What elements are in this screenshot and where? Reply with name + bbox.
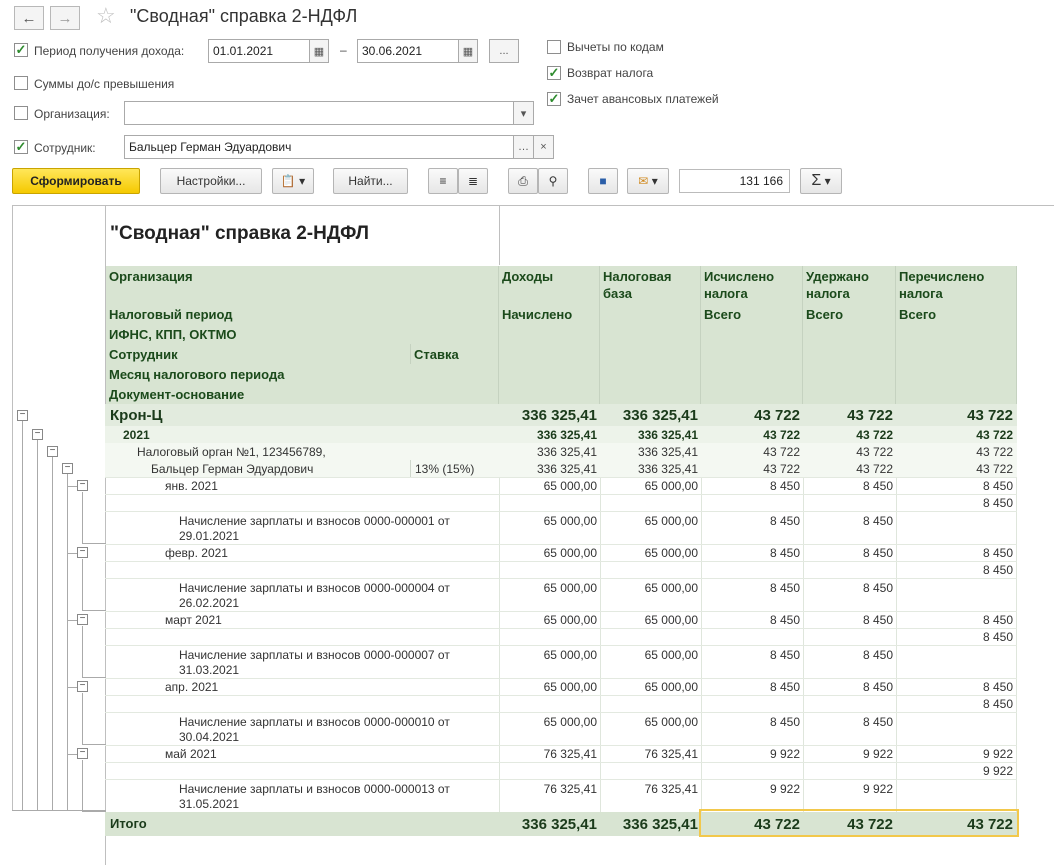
- row-separator: [105, 762, 1017, 763]
- tree-line: [82, 559, 83, 611]
- header-income: [499, 266, 600, 404]
- expand-all-button[interactable]: [458, 168, 488, 194]
- period-label: Период получения дохода:: [34, 44, 185, 58]
- employee-input[interactable]: Бальцер Герман Эдуардович: [124, 135, 514, 159]
- ifns-base: 336 325,41: [637, 445, 698, 459]
- doc-value: 65 000,00: [644, 581, 698, 595]
- org-dropdown-button[interactable]: [513, 101, 534, 125]
- collapse-month-toggle[interactable]: −: [77, 748, 88, 759]
- month-withheld: 8 450: [862, 680, 893, 694]
- sum-mode-button[interactable]: [800, 168, 842, 194]
- row-separator: [105, 511, 1017, 512]
- magnifier-icon: ⚲: [548, 174, 558, 188]
- tree-line: [82, 760, 83, 812]
- tree-branch: [82, 610, 106, 611]
- org-input[interactable]: [124, 101, 514, 125]
- row-separator: [105, 561, 1017, 562]
- row-separator: [105, 477, 1017, 478]
- header-accrued: Начислено: [502, 307, 573, 322]
- chevron-down-icon: ▾: [651, 174, 658, 188]
- close-icon: ×: [540, 141, 547, 153]
- doc-value: 65 000,00: [644, 514, 698, 528]
- month-transferred: 8 450: [982, 613, 1013, 627]
- month-transferred: 9 922: [982, 747, 1013, 761]
- month-transferred: 8 450: [982, 479, 1013, 493]
- doc-value: 65 000,00: [543, 715, 597, 729]
- month-transferred-2: 8 450: [982, 697, 1013, 711]
- back-button[interactable]: [14, 6, 44, 30]
- collapse-month-toggle[interactable]: −: [77, 681, 88, 692]
- row-separator: [105, 628, 1017, 629]
- month-transferred-2: 8 450: [982, 563, 1013, 577]
- tree-line: [82, 693, 83, 745]
- row-separator: [105, 712, 1017, 713]
- month-income: 65 000,00: [543, 613, 597, 627]
- header-withheld: [803, 266, 896, 404]
- collapse-year-toggle[interactable]: −: [32, 429, 43, 440]
- month-transferred-2: 8 450: [982, 496, 1013, 510]
- doc-value: 76 325,41: [644, 782, 698, 796]
- collapse-ifns-toggle[interactable]: −: [47, 446, 58, 457]
- floppy-disk-icon: ■: [599, 174, 607, 188]
- period-checkbox[interactable]: ✓: [15, 42, 27, 57]
- total-calc: 43 722: [754, 816, 800, 833]
- month-transferred: 8 450: [982, 546, 1013, 560]
- header-transferred: [896, 266, 1017, 404]
- doc-value: 8 450: [862, 715, 893, 729]
- month-base: 76 325,41: [644, 747, 698, 761]
- header-ifns: ИФНС, КПП, ОКТМО: [106, 324, 499, 344]
- find-button[interactable]: Найти...: [333, 168, 408, 194]
- tree-line: [22, 416, 23, 811]
- email-button[interactable]: [627, 168, 669, 194]
- tree-branch: [67, 687, 77, 688]
- deductions-checkbox[interactable]: [547, 40, 561, 54]
- tree-line: [67, 469, 68, 811]
- month-name: апр. 2021: [165, 680, 219, 694]
- chevron-down-icon: ▾: [299, 174, 306, 188]
- row-separator: [105, 678, 1017, 679]
- header-org: Организация: [106, 266, 499, 304]
- month-income: 65 000,00: [543, 479, 597, 493]
- month-income: 76 325,41: [543, 747, 597, 761]
- employee-withheld: 43 722: [856, 462, 893, 476]
- header-employee: Сотрудник: [106, 344, 411, 364]
- month-base: 65 000,00: [644, 546, 698, 560]
- doc-value: 8 450: [862, 648, 893, 662]
- calendar-icon: ▦: [462, 45, 474, 58]
- ifns-income: 336 325,41: [536, 445, 597, 459]
- header-period: Налоговый период: [106, 304, 499, 324]
- month-name: янв. 2021: [165, 479, 218, 493]
- doc-value: 9 922: [769, 782, 800, 796]
- org-calc: 43 722: [754, 407, 800, 424]
- org-transferred: 43 722: [967, 407, 1013, 424]
- header-transferred-total: Всего: [899, 307, 937, 322]
- doc-value: 9 922: [862, 782, 893, 796]
- header-calc-title: Исчислено налога: [704, 269, 775, 301]
- header-withheld-title: Удержано налога: [806, 269, 869, 301]
- row-separator: [105, 611, 1017, 612]
- month-name: март 2021: [165, 613, 222, 627]
- month-base: 65 000,00: [644, 680, 698, 694]
- employee-calc: 43 722: [763, 462, 800, 476]
- row-separator: [105, 645, 1017, 646]
- favorite-star-icon[interactable]: ☆: [96, 3, 116, 28]
- tree-line: [37, 435, 38, 811]
- tree-branch: [82, 677, 106, 678]
- chevron-down-icon: ▾: [520, 107, 527, 120]
- advance-label: Зачет авансовых платежей: [567, 92, 719, 106]
- title-cell-border: [499, 205, 500, 265]
- row-separator: [105, 544, 1017, 545]
- sums-checkbox[interactable]: [14, 76, 28, 90]
- doc-line-2: 31.03.2021: [179, 663, 240, 677]
- tree-branch: [67, 486, 77, 487]
- ifns-calc: 43 722: [763, 445, 800, 459]
- ifns-name: Налоговый орган №1, 123456789,: [137, 445, 326, 459]
- header-income-title: Доходы: [502, 269, 554, 284]
- tree-branch: [67, 754, 77, 755]
- employee-name: Бальцер Герман Эдуардович: [151, 462, 314, 476]
- doc-line-2: 26.02.2021: [179, 596, 240, 610]
- window-title: "Сводная" справка 2-НДФЛ: [130, 6, 358, 26]
- ifns-withheld: 43 722: [856, 445, 893, 459]
- month-base: 65 000,00: [644, 613, 698, 627]
- tree-branch: [67, 620, 77, 621]
- collapse-month-toggle[interactable]: −: [77, 614, 88, 625]
- total-base: 336 325,41: [622, 816, 698, 833]
- expand-icon: ≣: [467, 174, 479, 188]
- total-name: Итого: [110, 816, 147, 831]
- month-transferred: 8 450: [982, 680, 1013, 694]
- collapse-month-toggle[interactable]: −: [77, 547, 88, 558]
- tree-branch: [67, 553, 77, 554]
- collapse-org-toggle[interactable]: −: [17, 410, 28, 421]
- month-name: май 2021: [165, 747, 217, 761]
- report-left-border: [12, 205, 13, 810]
- doc-value: 8 450: [769, 648, 800, 662]
- doc-line-1: Начисление зарплаты и взносов 0000-000007 от: [179, 648, 450, 662]
- doc-value: 8 450: [862, 581, 893, 595]
- doc-line-1: Начисление зарплаты и взносов 0000-000013 от: [179, 782, 450, 796]
- month-withheld: 8 450: [862, 613, 893, 627]
- month-income: 65 000,00: [543, 546, 597, 560]
- tree-line: [82, 492, 83, 544]
- employee-clear-button[interactable]: [533, 135, 554, 159]
- employee-income: 336 325,41: [536, 462, 597, 476]
- month-calc: 8 450: [769, 613, 800, 627]
- sigma-icon: Σ: [811, 172, 822, 189]
- arrow-left-icon: ←: [21, 9, 37, 27]
- refund-checkbox[interactable]: ✓: [548, 65, 560, 80]
- collapse-month-toggle[interactable]: −: [77, 480, 88, 491]
- arrow-right-icon: →: [57, 9, 73, 27]
- clipboard-icon: 📋: [280, 174, 296, 188]
- report-area: [0, 200, 1054, 865]
- employee-select-button[interactable]: …: [513, 135, 534, 159]
- month-calc: 8 450: [769, 680, 800, 694]
- org-name: Крон-Ц: [110, 407, 163, 424]
- period-dash: –: [340, 43, 347, 57]
- chevron-down-icon: ▾: [824, 174, 831, 188]
- doc-line-1: Начисление зарплаты и взносов 0000-000004 от: [179, 581, 450, 595]
- preview-button[interactable]: [538, 168, 568, 194]
- doc-line-2: 30.04.2021: [179, 730, 240, 744]
- header-calc-total: Всего: [704, 307, 742, 322]
- header-doc: Документ-основание: [106, 384, 499, 404]
- variants-button[interactable]: [272, 168, 314, 194]
- period-to-input[interactable]: 30.06.2021: [357, 39, 459, 63]
- month-base: 65 000,00: [644, 479, 698, 493]
- advance-checkbox[interactable]: ✓: [548, 91, 560, 106]
- year-income: 336 325,41: [536, 428, 597, 442]
- print-button[interactable]: [508, 168, 538, 194]
- total-income: 336 325,41: [521, 816, 597, 833]
- row-separator: [105, 779, 1017, 780]
- doc-line-1: Начисление зарплаты и взносов 0000-000010 от: [179, 715, 450, 729]
- total-transferred: 43 722: [967, 816, 1013, 833]
- employee-transferred: 43 722: [976, 462, 1013, 476]
- report-title: "Сводная" справка 2-НДФЛ: [110, 223, 369, 244]
- printer-icon: ⎙: [518, 173, 528, 188]
- calendar-icon: ▦: [313, 45, 325, 58]
- month-transferred-2: 9 922: [982, 764, 1013, 778]
- sum-value-field: 131 166: [679, 169, 790, 193]
- month-calc: 9 922: [769, 747, 800, 761]
- header-transferred-title: Перечислено налога: [899, 269, 985, 301]
- doc-value: 8 450: [862, 514, 893, 528]
- row-separator: [105, 494, 1017, 495]
- doc-value: 8 450: [769, 581, 800, 595]
- doc-value: 65 000,00: [644, 648, 698, 662]
- row-separator: [105, 745, 1017, 746]
- doc-value: 8 450: [769, 514, 800, 528]
- org-label: Организация:: [34, 107, 110, 121]
- doc-value: 65 000,00: [543, 648, 597, 662]
- doc-value: 76 325,41: [543, 782, 597, 796]
- calendar-from-button[interactable]: [309, 39, 329, 63]
- refund-label: Возврат налога: [567, 66, 654, 80]
- header-month: Месяц налогового периода: [106, 364, 499, 384]
- header-rate: Ставка: [411, 344, 499, 364]
- month-withheld: 8 450: [862, 546, 893, 560]
- year-calc: 43 722: [763, 428, 800, 442]
- doc-line-2: 31.05.2021: [179, 797, 240, 811]
- org-withheld: 43 722: [847, 407, 893, 424]
- month-income: 65 000,00: [543, 680, 597, 694]
- forward-button[interactable]: [50, 6, 80, 30]
- tree-line: [52, 452, 53, 811]
- year-withheld: 43 722: [856, 428, 893, 442]
- month-name: февр. 2021: [165, 546, 228, 560]
- tree-line: [82, 626, 83, 678]
- month-calc: 8 450: [769, 479, 800, 493]
- employee-rate: 13% (15%): [415, 462, 475, 476]
- save-button[interactable]: [588, 168, 618, 194]
- employee-label: Сотрудник:: [34, 141, 96, 155]
- row-separator: [105, 578, 1017, 579]
- sums-label: Суммы до/с превышения: [34, 77, 175, 91]
- month-transferred-2: 8 450: [982, 630, 1013, 644]
- tree-branch: [82, 744, 106, 745]
- doc-line-1: Начисление зарплаты и взносов 0000-000001 от: [179, 514, 450, 528]
- org-base: 336 325,41: [622, 407, 698, 424]
- year-name: 2021: [123, 428, 150, 442]
- doc-line-2: 29.01.2021: [179, 529, 240, 543]
- envelope-icon: ✉: [638, 174, 649, 188]
- month-calc: 8 450: [769, 546, 800, 560]
- header-calc: [701, 266, 803, 404]
- row-separator: [105, 695, 1017, 696]
- ifns-transferred: 43 722: [976, 445, 1013, 459]
- total-withheld: 43 722: [847, 816, 893, 833]
- employee-base: 336 325,41: [637, 462, 698, 476]
- header-base: Налоговая база: [600, 266, 701, 404]
- tree-branch: [82, 811, 106, 812]
- doc-value: 8 450: [769, 715, 800, 729]
- tree-branch: [82, 543, 106, 544]
- org-checkbox[interactable]: [14, 106, 28, 120]
- employee-checkbox[interactable]: ✓: [15, 139, 27, 154]
- collapse-employee-toggle[interactable]: −: [62, 463, 73, 474]
- collapse-all-button[interactable]: [428, 168, 458, 194]
- month-withheld: 9 922: [862, 747, 893, 761]
- rate-sep: [410, 460, 411, 477]
- settings-button[interactable]: Настройки...: [160, 168, 262, 194]
- year-transferred: 43 722: [976, 428, 1013, 442]
- period-select-button[interactable]: ...: [489, 39, 519, 63]
- generate-button[interactable]: Сформировать: [12, 168, 140, 194]
- header-withheld-total: Всего: [806, 307, 844, 322]
- org-income: 336 325,41: [521, 407, 597, 424]
- month-withheld: 8 450: [862, 479, 893, 493]
- period-from-input[interactable]: 01.01.2021: [208, 39, 310, 63]
- doc-value: 65 000,00: [543, 514, 597, 528]
- report-top-border: [12, 205, 1054, 206]
- doc-value: 65 000,00: [644, 715, 698, 729]
- collapse-icon: ≡: [439, 174, 447, 188]
- doc-value: 65 000,00: [543, 581, 597, 595]
- calendar-to-button[interactable]: [458, 39, 478, 63]
- year-base: 336 325,41: [637, 428, 698, 442]
- deductions-label: Вычеты по кодам: [567, 40, 664, 54]
